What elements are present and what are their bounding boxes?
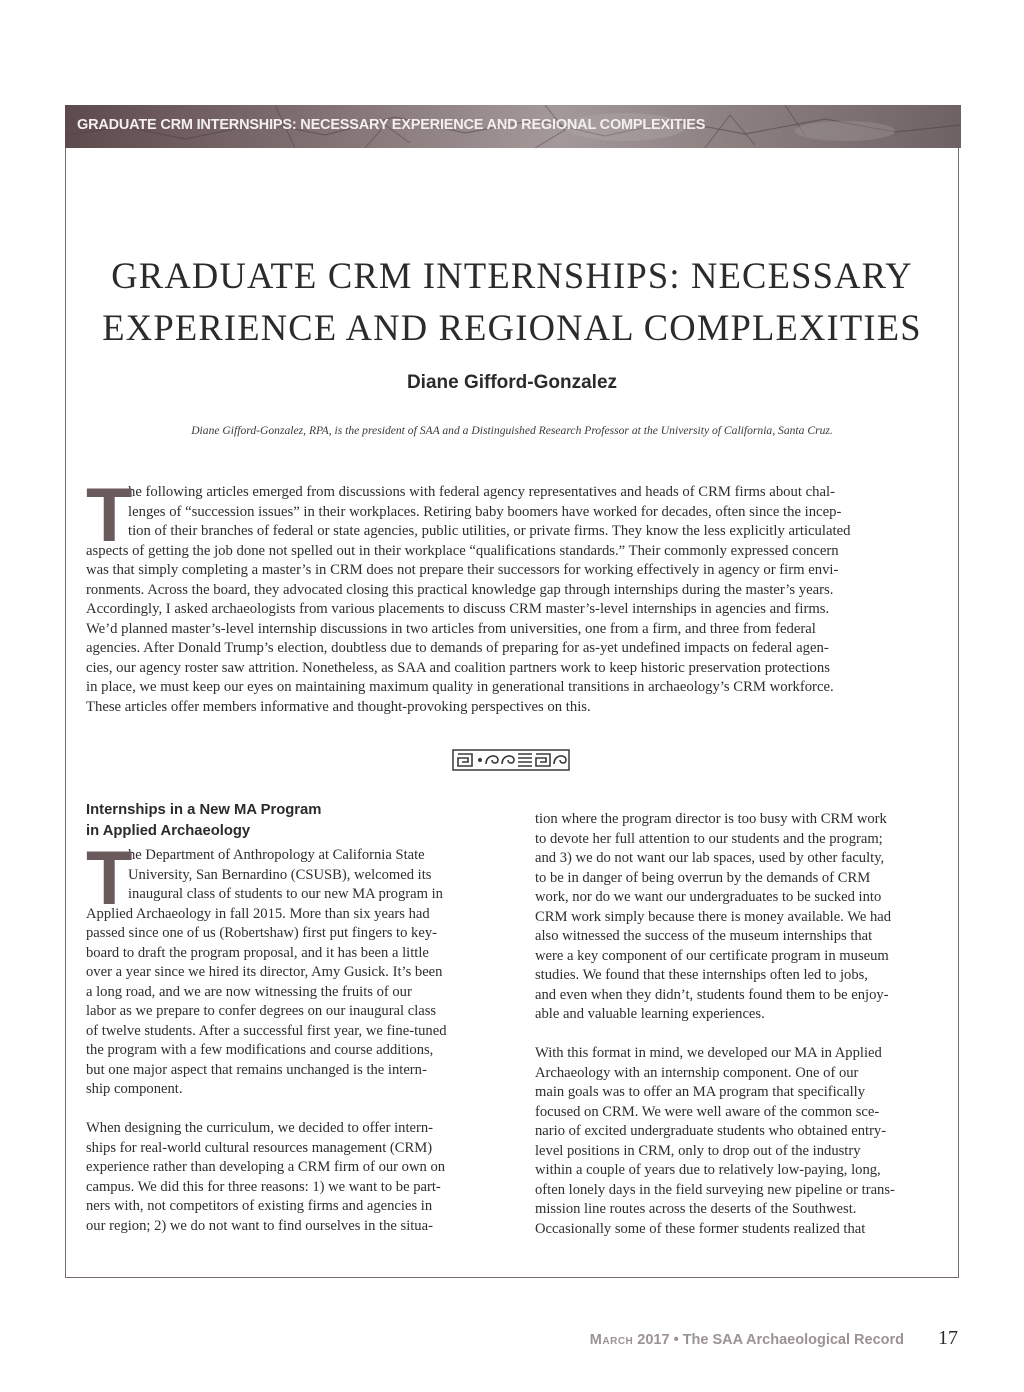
body-line: work, nor do we want our undergraduates to be sucked into: [535, 889, 882, 905]
intro-line: These articles offer members informative and thought-provoking perspectives on this.: [86, 698, 591, 715]
header-banner: [65, 105, 961, 148]
body-line: studies. We found that these internships often led to jobs,: [535, 967, 868, 983]
body-line: were a key component of our certificate program in museum: [535, 947, 889, 964]
body-line: labor as we prepare to confer degrees on our inaugural class: [86, 1003, 437, 1019]
banner-title: GRADUATE CRM INTERNSHIPS: NECESSARY EXPERIENCE AND REGIONAL COMPLEXITIES: [77, 117, 706, 133]
body-line: ships for real-world cultural resources management (CRM): [86, 1139, 433, 1156]
body-line: to be in danger of being overrun by the demands of CRM: [535, 869, 871, 886]
intro-line: was that simply completing a master’s in CRM does not prepare their successors for working effectively in agency or firm envi-: [86, 562, 839, 578]
body-line: of twelve students. After a successful first year, we fine-tuned: [86, 1022, 447, 1039]
page-number: 17: [938, 1327, 958, 1349]
body-line: our region; 2) we do not want to find ourselves in the situa-: [86, 1217, 433, 1234]
body-line: tion where the program director is too busy with CRM work: [535, 811, 887, 827]
body-line: the program with a few modifications and course additions,: [86, 1042, 434, 1058]
intro-line: aspects of getting the job done not spelled out in their workplace “qualifications standards.” Their commonly expressed concern: [86, 542, 839, 559]
body-line: often lonely days in the field surveying new pipeline or trans-: [535, 1181, 895, 1198]
body-line: to devote her full attention to our students and the program;: [535, 830, 883, 847]
author-bio: Diane Gifford-Gonzalez, RPA, is the president of SAA and a Distinguished Research Professor at the University of California, Santa Cruz.: [191, 424, 833, 437]
body-line: Archaeology with an internship component. One of our: [535, 1064, 859, 1081]
title-line-1: GRADUATE CRM INTERNSHIPS: NECESSARY: [111, 255, 913, 296]
body-line: over a year since we hired its director, Amy Gusick. It’s been: [86, 964, 443, 980]
section-dropcap: T: [86, 836, 133, 921]
body-line: With this format in mind, we developed our MA in Applied: [535, 1045, 882, 1061]
body-line: also witnessed the success of the museum internships that: [535, 928, 873, 944]
intro-line: in place, we must keep our eyes on maintaining maximum quality in generational transitions in archaeology’s CRM workforce.: [86, 679, 834, 695]
intro-paragraph: [86, 473, 939, 717]
intro-line: ronments. Across the board, they advocated closing this practical knowledge gap through internships during the master’s years.: [86, 581, 834, 598]
intro-line: cies, our agency roster saw attrition. Nonetheless, as SAA and coalition partners work to keep historic preservation protections: [86, 659, 830, 676]
article-title: [75, 250, 949, 354]
body-line: board to draft the program proposal, and it has been a little: [86, 944, 429, 961]
left-column: [86, 800, 491, 1236]
body-line: main goals was to offer an MA program that specifically: [535, 1084, 866, 1100]
body-line: Occasionally some of these former students realized that: [535, 1220, 866, 1237]
body-line: he Department of Anthropology at California State: [128, 847, 425, 863]
section-subhead-line-1: Internships in a New MA Program: [86, 802, 322, 818]
body-line: focused on CRM. We were well aware of the common sce-: [535, 1103, 880, 1120]
right-column: [535, 810, 939, 1239]
body-line: ship component.: [86, 1081, 183, 1097]
intro-line: Accordingly, I asked archaeologists from various placements to discuss CRM master’s-level internships in agencies and firms.: [86, 601, 830, 617]
body-line: level positions in CRM, only to drop out of the industry: [535, 1142, 861, 1159]
intro-line: tion of their branches of federal or state agencies, public utilities, or private firms. They know the less explicitly articulated: [128, 523, 851, 539]
intro-line: agencies. After Donald Trump’s election, doubtless due to demands of preparing for as-yet undefined impacts on federal agen-: [86, 640, 829, 656]
intro-line: lenges of “succession issues” in their workplaces. Retiring baby boomers have worked for decades, often since the incep-: [128, 503, 842, 520]
intro-dropcap: T: [86, 473, 133, 558]
body-line: mission line routes across the deserts of the Southwest.: [535, 1201, 857, 1217]
body-line: nario of excited undergraduate students who obtained entry-: [535, 1123, 887, 1139]
body-line: within a couple of years due to relatively low-paying, long,: [535, 1162, 881, 1178]
author-name: Diane Gifford-Gonzalez: [406, 372, 618, 393]
body-line: able and valuable learning experiences.: [535, 1006, 765, 1022]
body-line: inaugural class of students to our new MA program in: [128, 886, 443, 902]
body-line: ners with, not competitors of existing firms and agencies in: [86, 1198, 433, 1214]
footer-journal-name: 2017 • The SAA Archaeological Record: [637, 1332, 904, 1348]
intro-line: he following articles emerged from discussions with federal agency representatives and heads of CRM firms about chal-: [128, 484, 835, 500]
footer-journal-info: [590, 1332, 904, 1348]
body-line: a long road, and we are now witnessing the fruits of our: [86, 983, 412, 1000]
body-line: When designing the curriculum, we decided to offer intern-: [86, 1120, 434, 1136]
body-line: and even when they didn’t, students found them to be enjoy-: [535, 986, 889, 1003]
intro-line: We’d planned master’s-level internship discussions in two articles from universities, one from a firm, and three from federal: [86, 620, 816, 637]
title-line-2: EXPERIENCE AND REGIONAL COMPLEXITIES: [102, 307, 922, 348]
body-line: University, San Bernardino (CSUSB), welcomed its: [128, 866, 432, 883]
body-line: experience rather than developing a CRM firm of our own on: [86, 1159, 446, 1175]
page-footer: [590, 1327, 958, 1350]
section-subhead-line-2: in Applied Archaeology: [86, 823, 251, 839]
body-line: campus. We did this for three reasons: 1) we want to be part-: [86, 1178, 441, 1195]
body-line: but one major aspect that remains unchanged is the intern-: [86, 1061, 427, 1078]
body-line: CRM work simply because there is money available. We had: [535, 908, 892, 925]
body-line: passed since one of us (Robertshaw) first put fingers to key-: [86, 925, 437, 941]
footer-month: March: [589, 1332, 634, 1348]
section-divider-ornament-icon: [452, 749, 570, 771]
body-line: Applied Archaeology in fall 2015. More than six years had: [86, 905, 430, 922]
body-line: and 3) we do not want our lab spaces, used by other faculty,: [535, 850, 885, 866]
